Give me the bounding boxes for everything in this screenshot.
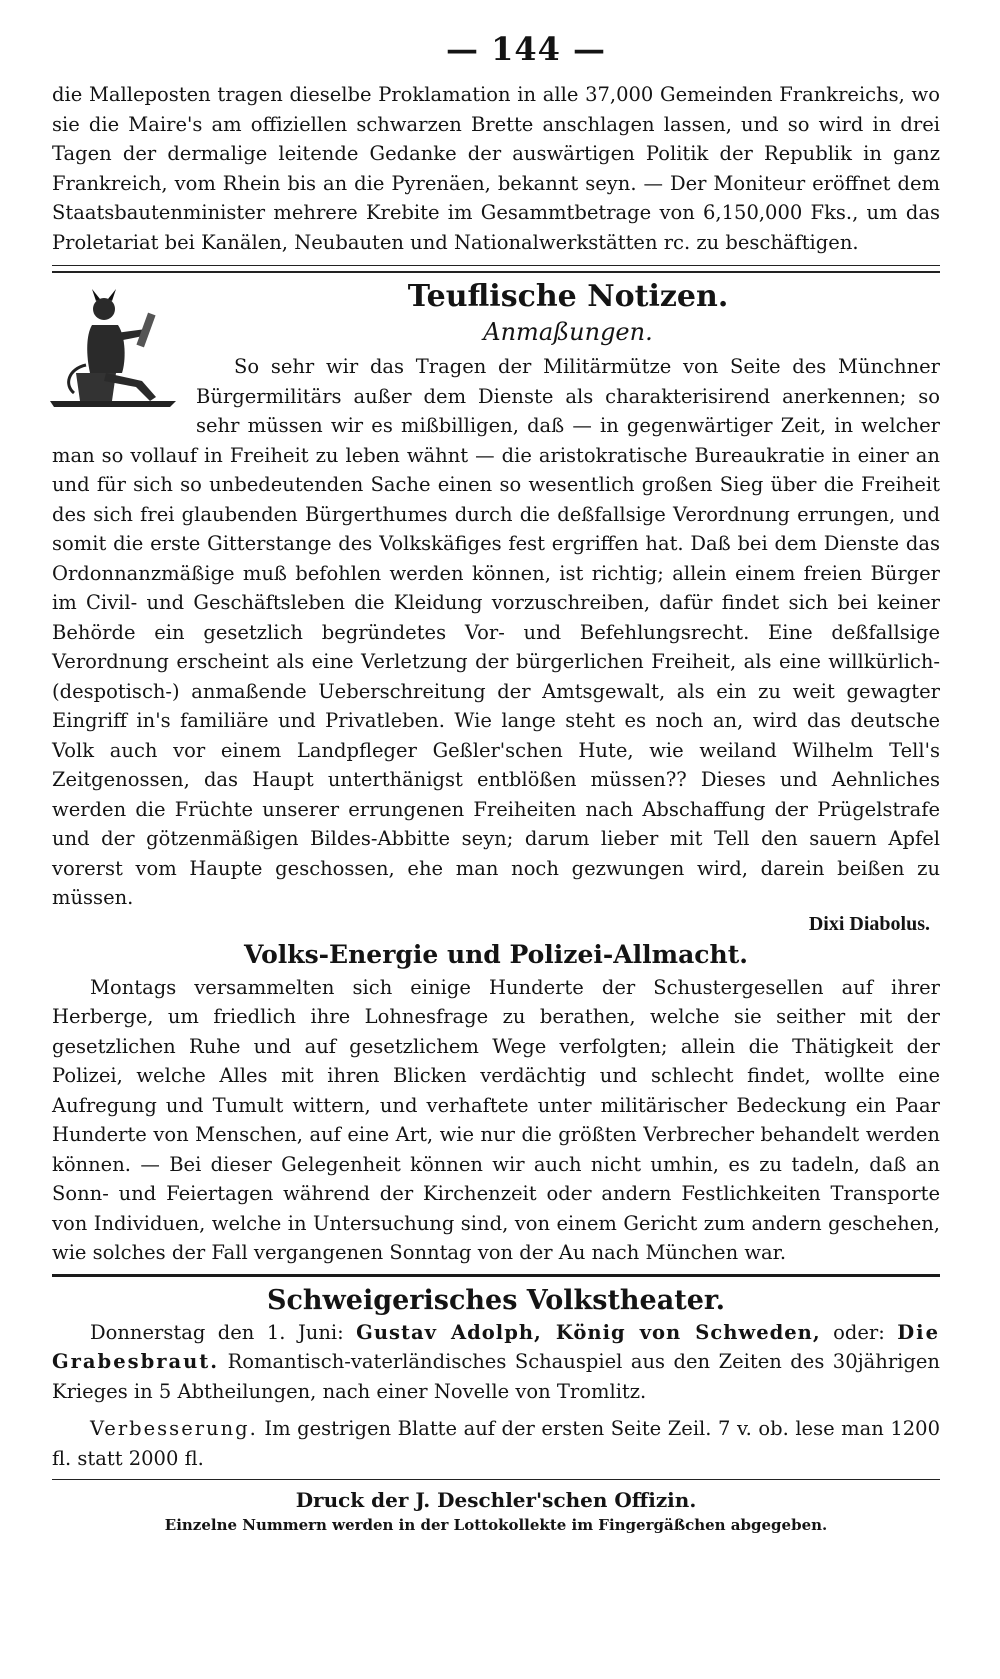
section-divider [52, 1274, 940, 1277]
devil-notes-title: Teuflische Notizen. [407, 279, 729, 314]
printer-imprint: Druck der J. Deschler'schen Offizin. [295, 1488, 697, 1512]
devil-notes-section [52, 279, 940, 936]
play-title: Gustav Adolph, König von Schweden, [356, 1320, 821, 1344]
correction-text: Im gestrigen Blatte auf der ersten Seite Zeil. 7 v. ob. lese man 1200 fl. statt 2000 fl. [52, 1417, 940, 1470]
footer-divider [52, 1479, 940, 1480]
correction-label: Verbesserung. [90, 1417, 258, 1440]
intro-paragraph: die Malleposten tragen dieselbe Proklamation in alle 37,000 Gemeinden Frankreichs, wo sie die Maire's am offiziellen schwarzen Brette anschlagen lassen, und so wird in drei Tagen der dermalige leitende Gedanke der auswärtigen Politik der Republik in ganz Frankreich, vom Rhein bis an die Pyrenäen, bekannt seyn. — Der Moniteur eröffnet dem Staatsbautenminister mehrere Krebite im Gesammtbetrage von 6,150,000 Fks., um das Proletariat bei Kanälen, Neubauten und Nationalwerkstätten rc. zu beschäftigen. [52, 83, 940, 254]
page-number: — 144 — [445, 30, 607, 68]
police-section [52, 940, 940, 1268]
theater-title: Schweigerisches Volkstheater. [266, 1284, 726, 1316]
section-divider [52, 265, 940, 273]
devil-figure-icon [46, 273, 186, 413]
devil-notes-body: So sehr wir das Tragen der Militärmütze von Seite des Münchner Bürgermilitärs außer dem Dienste als charakterisirend anerkennen; so sehr müssen wir es mißbilligen, daß — in gegenwärtiger Zeit, in welcher man so vollauf in Freiheit zu leben wähnt — die aristokratische Bureaukratie in einer an und für sich so unbedeutenden Sache einen so wesentlich großen Sieg über die Freiheit des sich frei glaubenden Bürgerthumes durch die deßfallsige Verordnung errungen, und somit die erste Gitterstange des Volkskäfiges fest ergriffen hat. Daß bei dem Dienste das Ordonnanzmäßige muß befohlen werden können, ist richtig; allein einem freien Bürger im Civil- und Geschäftsleben die Kleidung vorzuschreiben, dafür findet sich bei keiner Behörde ein gesetzlich begründetes Vor- und Befehlungsrecht. Eine deßfallsige Verordnung erscheint als eine Verletzung der bürgerlichen Freiheit, als eine willkürlich- (despotisch-) anmaßende Ueberschreitung der Amtsgewalt, als ein zu weit gewagter Eingriff in's familiäre und Privatleben. Wie lange steht es noch an, wird das deutsche Volk auch vor einem Landpfleger Geßler'schen Hute, wie weiland Wilhelm Tell's Zeitgenossen, das Haupt unterthänigst entblößen müssen?? Dieses und Aehnliches werden die Früchte unserer errungenen Freiheiten nach Abschaffung der Prügelstrafe und der götzenmäßigen Bildes-Abbitte seyn; darum lieber mit Tell den sauern Apfel vorerst vom Haupte geschossen, ehe man noch gezwungen wird, darein beißen zu müssen. [52, 355, 940, 909]
play-description: Romantisch-vaterländisches Schauspiel aus den Zeiten des 30jährigen Krieges in 5 Abtheilungen, nach einer Novelle von Tromlitz. [52, 1350, 940, 1403]
signature: Dixi Diabolus. [808, 912, 930, 935]
correction-note [52, 1414, 940, 1473]
or-word: oder: [833, 1320, 885, 1344]
play-subtitle: Die Grabesbraut. [52, 1320, 940, 1373]
police-body: Montags versammelten sich einige Hunderte der Schustergesellen auf ihrer Herberge, um friedlich ihre Lohnesfrage zu berathen, welche sie seither mit der gesetzlichen Ruhe und auf gesetzlichem Wege verfolgten; allein die Thätigkeit der Polizei, welche Alles mit ihren Blicken verdächtig und schlecht findet, wollte eine Aufregung und Tumult wittern, und verhaftete unter militärischer Bedeckung ein Paar Hunderte von Menschen, auf eine Art, wie nur die größten Verbrecher behandelt werden können. — Bei dieser Gelegenheit können wir auch nicht umhin, es zu tadeln, daß an Sonn- und Feiertagen während der Kirchenzeit oder andern Festlichkeiten Transporte von Individuen, welche in Untersuchung sind, von einem Gericht zum andern geschehen, wie solches der Fall vergangenen Sonntag von der Au nach München war. [52, 975, 940, 1264]
theater-date: Donnerstag den 1. Juni: [90, 1320, 344, 1344]
theater-announcement [52, 1318, 940, 1407]
police-title: Volks-Energie und Polizei-Allmacht. [244, 939, 748, 969]
sales-note: Einzelne Nummern werden in der Lottokollekte im Fingergäßchen abgegeben. [164, 1516, 828, 1534]
theater-section [52, 1285, 940, 1407]
devil-notes-subtitle: Anmaßungen. [483, 318, 653, 346]
